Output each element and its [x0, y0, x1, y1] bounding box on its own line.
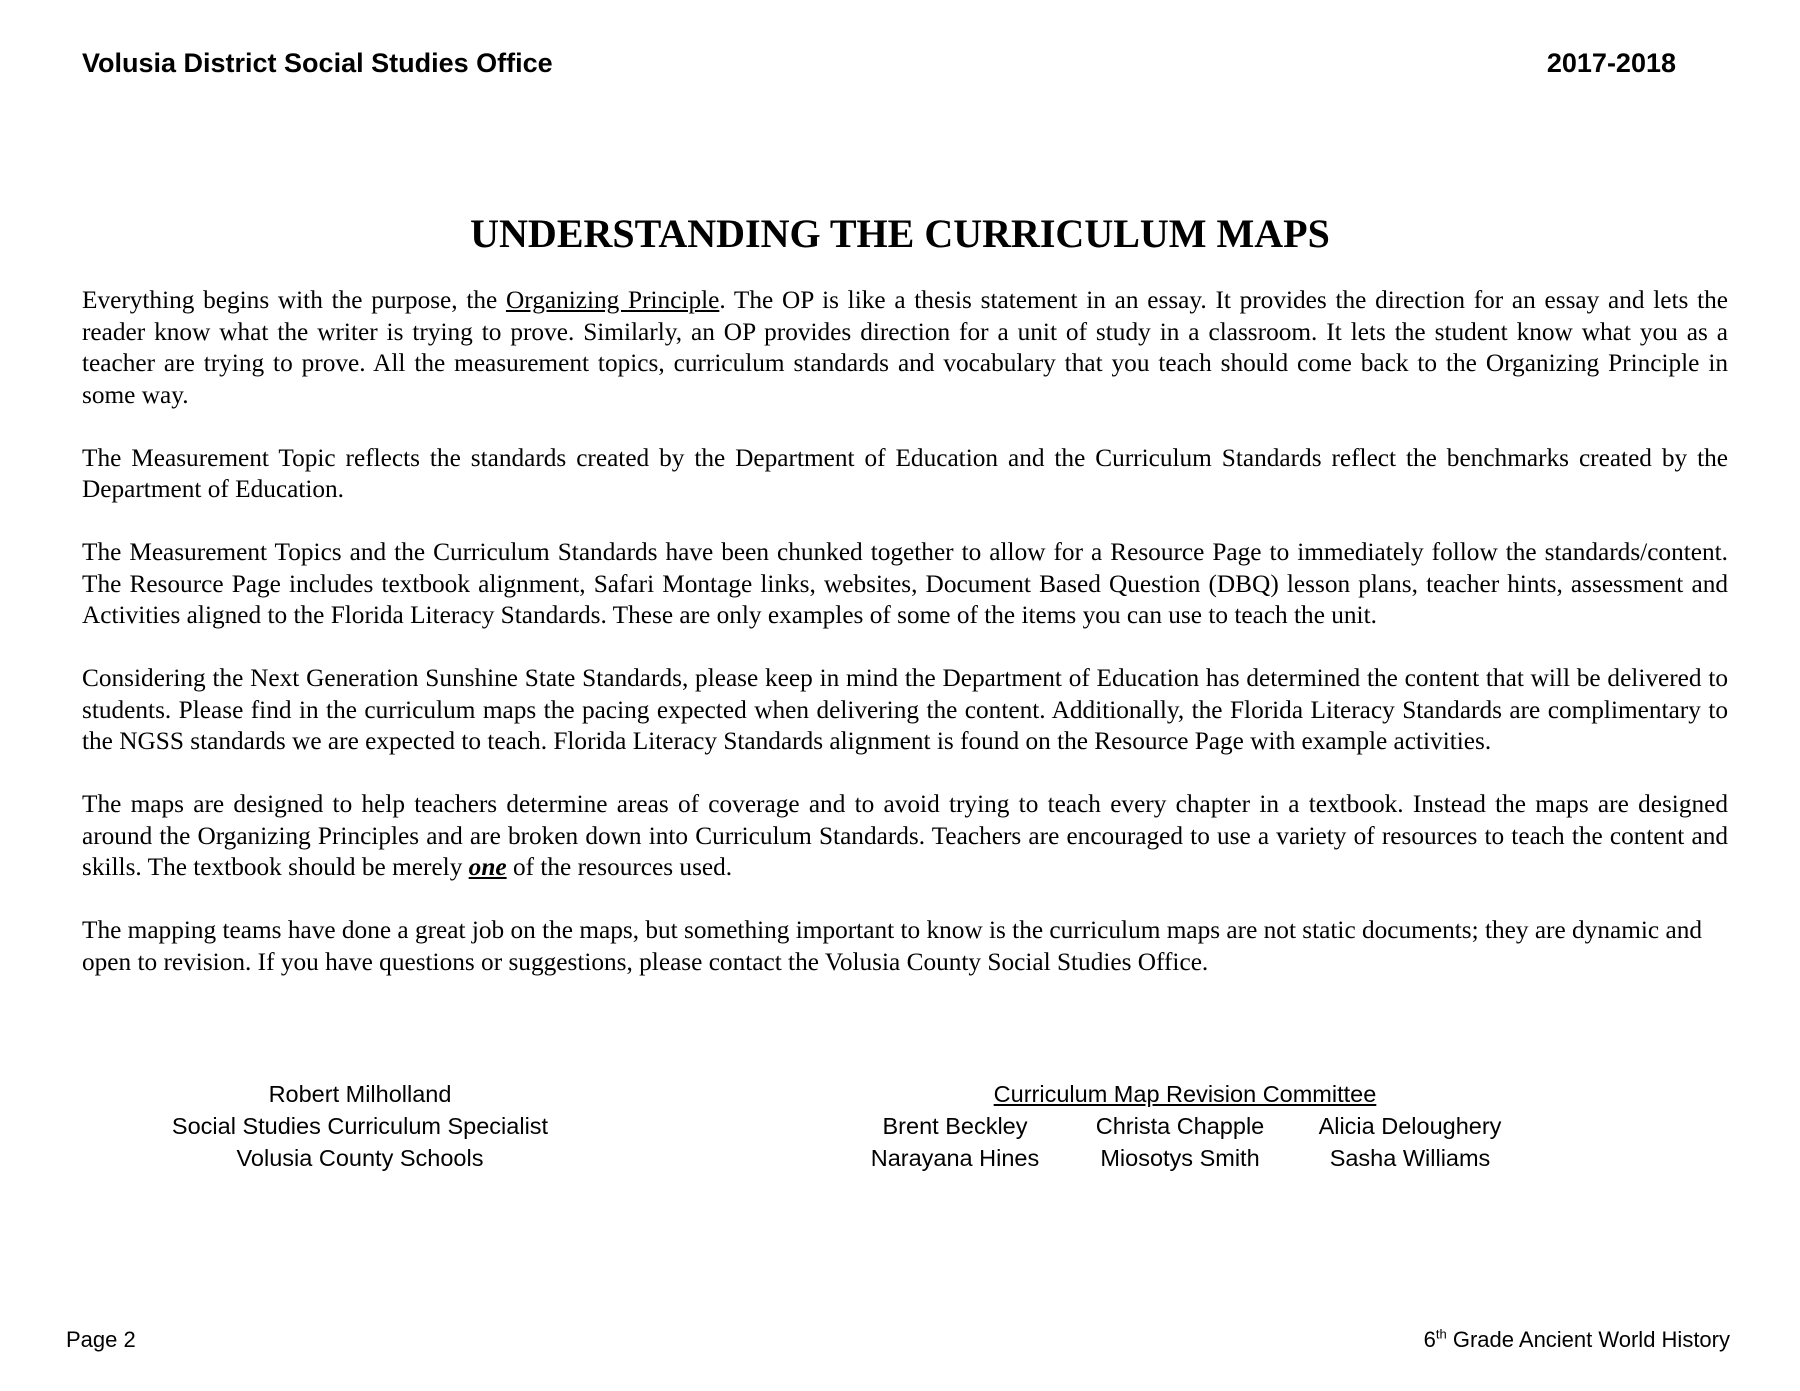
- signature-block: [140, 1078, 580, 1174]
- grade-suffix: th: [1435, 1326, 1447, 1342]
- grade-number: 6: [1423, 1327, 1436, 1352]
- paragraph-standards: Considering the Next Generation Sunshine State Standards, please keep in mind the Department of Education has determined the content that will be delivered to students. Please find in the curriculum maps the pacing expected when delivering the content. Additionally, the Florida Literacy Standards are complimentary to the NGSS standards we are expected to teach. Florida Literacy Standards alignment is found on the Resource Page with example activities.: [82, 664, 1728, 755]
- paragraph-text: The maps are designed to help teachers determine areas of coverage and to avoid trying to teach every chapter in a textbook. Instead the maps are designed around the Organizing Principles and are broken down into Curriculum Standards. Teachers are encouraged to use a variety of resources to teach the content and skills. The textbook should be merely: [82, 790, 1728, 881]
- paragraph-resource-page: The Measurement Topics and the Curriculum Standards have been chunked together to allow for a Resource Page to immediately follow the standards/content. The Resource Page includes textbook alignment, Safari Montage links, websites, Document Based Question (DBQ) lesson plans, teacher hints, assessment and Activities aligned to the Florida Literacy Standards. These are only examples of some of the items you can use to teach the unit.: [82, 538, 1728, 629]
- organizing-principle-term: Organizing Principle: [505, 286, 720, 314]
- course-name: [1424, 1327, 1730, 1353]
- committee-member: Narayana Hines: [870, 1145, 1040, 1171]
- office-name: Volusia District Social Studies Office: [82, 48, 553, 78]
- committee-title: Curriculum Map Revision Committee: [993, 1081, 1377, 1107]
- committee-member: Sasha Williams: [1329, 1145, 1491, 1171]
- committee-row: [845, 1110, 1525, 1142]
- emphasis-one: one: [468, 853, 507, 881]
- signer-org: Volusia County Schools: [236, 1145, 484, 1171]
- paragraph-organizing-principle: [82, 285, 1728, 411]
- paragraph-measurement-topic: The Measurement Topic reflects the standards created by the Department of Education and the Curriculum Standards reflect the benchmarks created by the Department of Education.: [82, 443, 1728, 503]
- signer-role: Social Studies Curriculum Specialist: [171, 1113, 549, 1139]
- paragraph-text: Everything begins with the purpose, the: [82, 286, 506, 314]
- paragraph-mapping-teams: The mapping teams have done a great job on the maps, but something important to know is the curriculum maps are not static documents; they are dynamic and open to revision. If you have questions or suggestions, please contact the Volusia County Social Studies Office.: [82, 916, 1702, 976]
- body-text: [82, 285, 1728, 1010]
- committee-member: Christa Chapple: [1095, 1113, 1265, 1139]
- course-title: Grade Ancient World History: [1446, 1327, 1730, 1352]
- signer-name: Robert Milholland: [268, 1081, 452, 1107]
- committee-row: [845, 1142, 1525, 1174]
- paragraph-maps-design: [82, 789, 1728, 884]
- committee-member: Miosotys Smith: [1100, 1145, 1260, 1171]
- committee-member: Alicia Deloughery: [1318, 1113, 1502, 1139]
- page-footer: [66, 1327, 1730, 1357]
- committee-block: [845, 1078, 1525, 1174]
- page-number: Page 2: [66, 1327, 136, 1352]
- paragraph-text: . The OP is like a thesis statement in an essay. It provides the direction for an essay and lets the reader know what the writer is trying to prove. Similarly, an OP provides direction for a unit of study in a classroom. It lets the student know what you as a teacher are trying to prove. All the measurement topics, curriculum standards and vocabulary that you teach should come back to the Organizing Principle in some way.: [82, 286, 1729, 409]
- paragraph-text: of the resources used.: [506, 853, 733, 881]
- school-year: 2017-2018: [1546, 48, 1676, 78]
- page-header: [82, 48, 1676, 88]
- page-title: UNDERSTANDING THE CURRICULUM MAPS: [470, 211, 1330, 256]
- committee-member: Brent Beckley: [882, 1113, 1028, 1139]
